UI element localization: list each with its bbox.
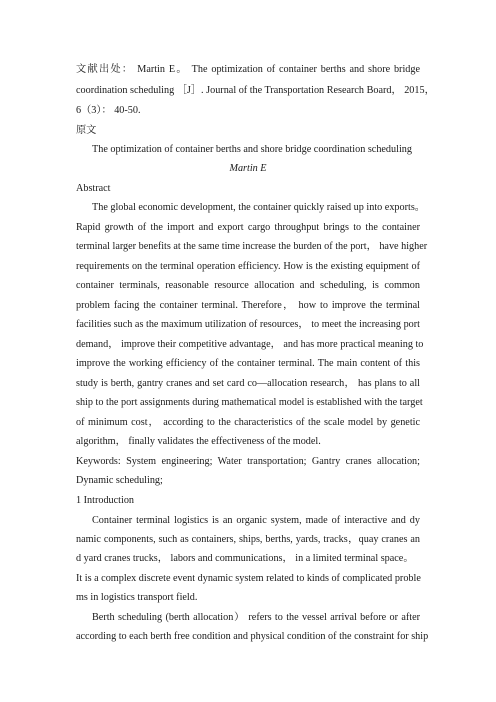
abstract-line: of minimum cost， according to the characteristics of the scale model by genetic bbox=[76, 417, 420, 428]
abstract-line: The global economic development, the container quickly raised up into exports。 bbox=[92, 202, 425, 213]
abstract-line: container terminals, reasonable resource allocation and scheduling, is common bbox=[76, 280, 420, 291]
abstract-heading: Abstract bbox=[76, 183, 111, 194]
berth-line: Berth scheduling (berth allocation） refers to the vessel arrival before or after bbox=[92, 612, 420, 623]
original-label: 原文 bbox=[76, 125, 97, 136]
source-line-3: 6（3）： 40-50. bbox=[76, 105, 141, 116]
intro-line: d yard cranes trucks， labors and communications， in a limited terminal space。 bbox=[76, 553, 414, 564]
abstract-line: improve the working efficiency of the container terminal. The main content of this bbox=[76, 358, 420, 369]
abstract-line: ship to the port assignments during mathematical model is established with the target bbox=[76, 397, 423, 408]
intro-line: Container terminal logistics is an organic system, made of interactive and dy bbox=[92, 515, 420, 526]
abstract-line: demand， improve their competitive advantage， and has more practical meaning to bbox=[76, 339, 424, 350]
keywords-line-1: Keywords: System engineering; Water transportation; Gantry cranes allocation; bbox=[76, 456, 420, 467]
abstract-line: terminal larger benefits at the same time increase the burden of the port， have higher bbox=[76, 241, 428, 252]
source-line-2: coordination scheduling ［J］. Journal of the Transportation Research Board， 2015， bbox=[76, 85, 435, 96]
paper-title: The optimization of container berths and shore bridge coordination scheduling bbox=[92, 144, 412, 155]
abstract-line: facilities such as the maximum utilization of resources， to meet the increasing port bbox=[76, 319, 420, 330]
intro-line: ms in logistics transport field. bbox=[76, 592, 198, 603]
abstract-line: algorithm， finally validates the effectiveness of the model. bbox=[76, 436, 321, 447]
intro-line: namic components, such as containers, ships, berths, yards, tracks，quay cranes an bbox=[76, 534, 420, 545]
source-line-1: 文献出处： Martin E。 The optimization of container berths and shore bridge bbox=[76, 64, 420, 75]
berth-line: according to each berth free condition and physical condition of the constraint for ship bbox=[76, 631, 429, 642]
abstract-line: study is berth, gantry cranes and set card co—allocation research， has plans to all bbox=[76, 378, 420, 389]
keywords-line-2: Dynamic scheduling; bbox=[76, 475, 163, 486]
abstract-line: Rapid growth of the import and export cargo throughput brings to the container bbox=[76, 222, 420, 233]
abstract-line: problem facing the container terminal. Therefore， how to improve the terminal bbox=[76, 300, 420, 311]
abstract-line: requirements on the terminal operation efficiency. How is the existing equipment of bbox=[76, 261, 420, 272]
intro-line: It is a complex discrete event dynamic system related to kinds of complicated proble bbox=[76, 573, 421, 584]
author: Martin E bbox=[229, 163, 267, 174]
section-heading: 1 Introduction bbox=[76, 495, 135, 506]
